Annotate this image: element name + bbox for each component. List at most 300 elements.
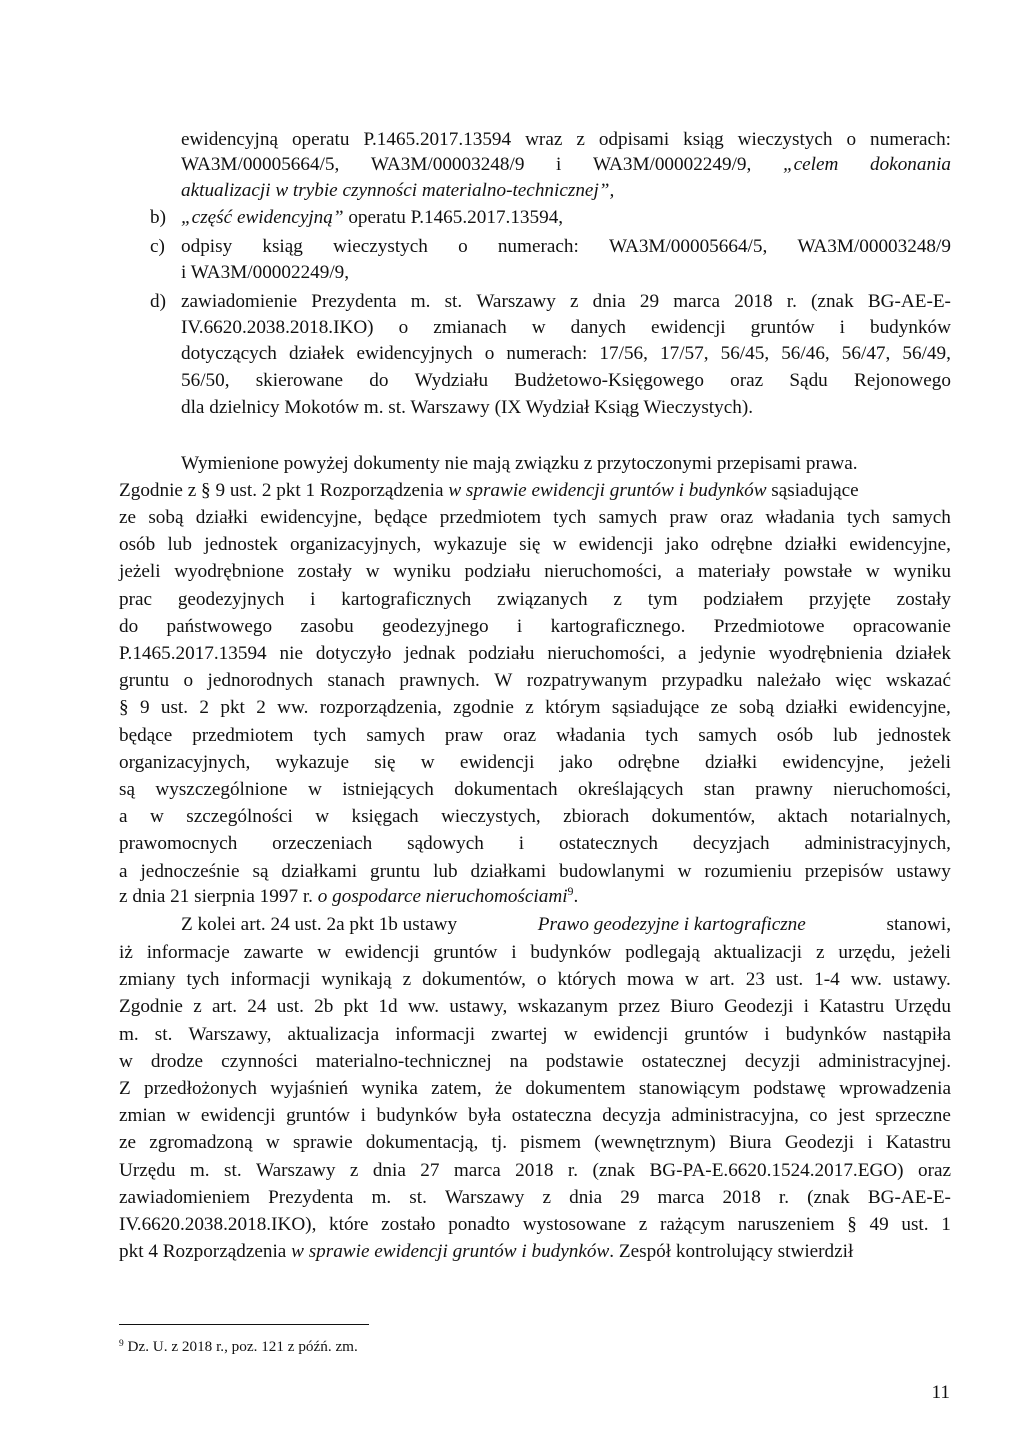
word: 29: [639, 291, 660, 312]
word: ust.: [276, 996, 304, 1018]
word: drodze: [150, 1050, 204, 1072]
word: gruntu: [119, 670, 170, 692]
word: Warszawy: [476, 291, 556, 312]
word: tych: [846, 507, 880, 528]
word: ostatecznych: [558, 833, 659, 855]
word: art.: [211, 996, 238, 1018]
word: się: [519, 534, 541, 556]
word: nieruchomości,: [833, 779, 951, 800]
word: Warszawy: [444, 1186, 525, 1208]
text-line: [0, 1130, 951, 1156]
word: istniejących: [342, 779, 434, 800]
word: Biura: [728, 1132, 772, 1154]
word: dnia: [372, 1159, 406, 1181]
word: prac: [119, 588, 153, 610]
text-line: [0, 505, 951, 531]
word: 1d: [378, 996, 398, 1018]
word: dokumentacją,: [365, 1132, 479, 1154]
word: informacji: [395, 1023, 476, 1045]
word: decyzja: [602, 1105, 661, 1127]
word: dnia: [592, 291, 626, 312]
word: zmiany: [119, 969, 176, 991]
word: z: [816, 942, 825, 963]
word: tych: [645, 724, 679, 746]
word: kartograficznych: [341, 588, 472, 610]
text-line: [0, 587, 951, 613]
word: dokumentów,: [422, 969, 526, 991]
word: i: [516, 615, 523, 637]
word: m.: [410, 291, 431, 312]
word: i: [867, 1132, 873, 1154]
word: Geodezji: [724, 996, 794, 1018]
word: stanowiącym: [638, 1078, 741, 1099]
word: dotyczyło: [315, 643, 392, 664]
text-line: [0, 614, 951, 640]
word: lub: [832, 724, 858, 746]
word: dnia: [569, 1186, 603, 1208]
word: budynków: [785, 1023, 867, 1045]
word: ust.: [901, 1214, 929, 1235]
text-segment: pkt 4 Rozporządzenia: [119, 1241, 292, 1262]
word: 56/46,: [781, 343, 830, 364]
word: st.: [409, 1186, 427, 1208]
word: (znak: [592, 1159, 636, 1181]
word: organizacyjnych,: [289, 534, 422, 556]
word: ostateczna: [511, 1105, 592, 1127]
word: notarialnych,: [850, 806, 951, 828]
word: a: [677, 643, 687, 664]
word: decyzjach: [692, 833, 770, 855]
italic-text: Prawo geodezyjne i kartograficzne: [537, 914, 806, 935]
word: jednostek: [877, 724, 951, 746]
word: r.: [778, 1186, 790, 1208]
word: prawny: [755, 779, 813, 800]
word: ustawy: [896, 860, 951, 882]
word: wieczystych,: [441, 806, 541, 828]
word: m.: [119, 1023, 139, 1045]
word: samych: [366, 724, 425, 746]
word: mowa: [627, 969, 674, 991]
word: tych: [186, 969, 220, 991]
word: ww.: [407, 996, 440, 1018]
word: numerach:: [870, 129, 951, 150]
word: nie: [279, 643, 303, 664]
italic-text: w sprawie ewidencji gruntów i budynków: [291, 1241, 610, 1262]
word: Budżetowo-Księgowego: [514, 370, 704, 391]
word: w: [119, 1050, 133, 1072]
word: administracyjna,: [671, 1105, 799, 1127]
word: ustawy,: [449, 996, 508, 1018]
word: wynika: [361, 1078, 418, 1099]
word: są: [252, 860, 269, 882]
word: Prezydenta: [311, 291, 397, 312]
word: 1-4: [814, 969, 840, 991]
footnote-separator: [119, 1324, 369, 1325]
word: sprzeczne: [875, 1105, 951, 1127]
word: w: [563, 1023, 578, 1045]
word: ostatecznej: [641, 1050, 727, 1072]
text-line: [0, 723, 951, 749]
word: które: [329, 1214, 369, 1235]
word: podstawę: [753, 1078, 826, 1099]
word: podziału: [464, 561, 531, 583]
word: jest: [838, 1105, 865, 1127]
word: a: [675, 561, 685, 583]
text-line: [119, 478, 951, 504]
word: pkt: [220, 697, 245, 719]
word: określających: [578, 779, 684, 800]
word: P.1465.2017.13594: [363, 129, 512, 150]
word: ewidencyjne,: [849, 697, 951, 719]
text-segment: WA3M/00005664/5,: [181, 154, 340, 175]
word: z: [402, 969, 412, 991]
word: numerach:: [506, 343, 588, 364]
word: ze: [119, 1132, 137, 1154]
word: Wydziału: [414, 370, 489, 391]
word: władania: [765, 507, 835, 528]
italic-text: aktualizacji w trybie czynności materialno-technicznej”,: [181, 180, 615, 201]
word: co: [809, 1105, 828, 1127]
text-segment: dokonania: [869, 154, 951, 175]
word: dotyczących: [181, 343, 277, 364]
footnote: [119, 1337, 358, 1357]
word: zostało: [381, 1214, 436, 1235]
word: orzeczeniach: [272, 833, 373, 855]
text-line: [119, 1239, 951, 1265]
word: 2018: [734, 291, 773, 312]
word: samych: [598, 507, 658, 528]
word: ewidencyjne,: [782, 751, 885, 773]
word: nastąpiła: [882, 1023, 951, 1045]
word: tj.: [491, 1132, 507, 1154]
word: 56/49,: [902, 343, 951, 364]
word: samych: [892, 507, 951, 528]
word: z: [349, 1159, 359, 1181]
word: w: [315, 806, 330, 828]
word: Sądu: [789, 370, 828, 391]
text-line: [0, 289, 951, 315]
word: zwartej: [491, 1023, 548, 1045]
word: wyodrębnienia: [768, 643, 883, 664]
word: wykazuje: [275, 751, 349, 773]
word: są: [119, 779, 135, 800]
word: r.: [786, 291, 797, 312]
word: st.: [154, 1023, 173, 1045]
word: (znak: [807, 1186, 850, 1208]
word: działki: [195, 507, 248, 528]
word: danych: [570, 317, 627, 338]
text-line: [0, 695, 951, 721]
word: o: [183, 670, 194, 692]
word: odpisami: [598, 129, 670, 150]
page-number: 11: [931, 1382, 950, 1403]
word: w: [552, 534, 567, 556]
word: Katastru: [819, 996, 885, 1018]
word: którym: [545, 697, 601, 719]
text-segment: operatu P.1465.2017.13594,: [343, 207, 564, 228]
word: 56/47,: [841, 343, 891, 364]
word: była: [468, 1105, 502, 1127]
word: zgodnie: [453, 697, 514, 719]
word: gruntów: [750, 317, 815, 338]
word: materiały: [697, 561, 771, 583]
text-line: [0, 1022, 951, 1048]
word: 29: [620, 1186, 640, 1208]
text-line: [0, 994, 951, 1020]
word: odrębne: [710, 534, 773, 556]
word: Rejonowego: [853, 370, 951, 391]
word: w: [149, 806, 164, 828]
word: w: [176, 1105, 191, 1127]
word: ksiąg: [262, 236, 303, 257]
word: 23: [745, 969, 765, 991]
word: wynikają: [321, 969, 392, 991]
word: materialno-technicznej: [315, 1050, 492, 1072]
word: IV.6620.2038.2018.IKO): [181, 317, 374, 338]
word: ze: [710, 697, 728, 719]
word: zostały: [896, 588, 951, 610]
word: i: [511, 942, 517, 963]
text-line: [0, 1049, 951, 1075]
word: w: [865, 561, 880, 583]
word: budynków: [530, 942, 612, 963]
word: czynności: [221, 1050, 298, 1072]
word: tych: [553, 507, 587, 528]
word: m.: [371, 1186, 392, 1208]
word: zawiadomieniem: [119, 1186, 251, 1208]
word: o: [536, 969, 547, 991]
word: rozporządzenia,: [319, 697, 442, 719]
word: będące: [374, 507, 428, 528]
word: z: [576, 129, 585, 150]
word: odpisy: [181, 236, 233, 257]
text-line: [0, 1212, 951, 1238]
word: BG-AE-E-: [867, 1186, 951, 1208]
word: i: [310, 588, 316, 610]
word: z: [638, 1214, 648, 1235]
word: szczególności: [186, 806, 293, 828]
word: podziałem: [703, 588, 784, 610]
word: wraz: [525, 129, 563, 150]
word: ksiąg: [683, 129, 724, 150]
word: sprawie: [292, 1132, 353, 1154]
word: jednak: [404, 643, 456, 664]
word: Prezydenta: [268, 1186, 354, 1208]
word: działek: [895, 643, 951, 664]
text-segment: WA3M/00002249/9,: [593, 154, 752, 175]
text-line: [0, 152, 951, 178]
word: ewidencji: [200, 1105, 276, 1127]
word: zmianach: [433, 317, 507, 338]
word: działki: [785, 697, 838, 719]
word: rozumieniu: [704, 860, 792, 882]
word: nieruchomości,: [547, 643, 666, 664]
word: ust.: [160, 697, 189, 719]
word: i: [839, 317, 845, 338]
word: wyszczególnione: [155, 779, 288, 800]
word: Urzędu: [894, 996, 951, 1018]
text-line: [181, 178, 614, 204]
word: i: [764, 1023, 770, 1045]
word: w: [420, 751, 435, 773]
word: 2: [199, 697, 210, 719]
word: budynków: [869, 317, 951, 338]
word: ewidencyjne,: [260, 507, 362, 528]
word: 17/56,: [599, 343, 648, 364]
text-line: [0, 750, 951, 776]
word: państwowego: [166, 615, 273, 637]
text-line: [0, 532, 951, 558]
word: rozpatrywanym: [526, 670, 648, 692]
word: marca: [453, 1159, 501, 1181]
word: w: [265, 1132, 280, 1154]
word: WA3M/00005664/5,: [608, 236, 768, 257]
word: o: [484, 343, 495, 364]
text-line: [0, 1185, 951, 1211]
italic-text: w sprawie ewidencji gruntów i budynków: [448, 480, 767, 501]
word: zgromadzoną: [149, 1132, 253, 1154]
word: iż: [119, 942, 133, 963]
word: operatu: [291, 129, 350, 150]
word: Biuro: [670, 996, 714, 1018]
word: jako: [559, 751, 593, 773]
word: z: [613, 588, 622, 610]
word: a: [119, 806, 128, 828]
text-line: [0, 127, 951, 153]
text-line: [0, 1076, 951, 1102]
word: 2018: [515, 1159, 554, 1181]
word: z: [569, 291, 579, 312]
word: zatem,: [431, 1078, 482, 1099]
word: pkt: [343, 996, 369, 1018]
word: w: [684, 969, 699, 991]
word: numerach:: [497, 236, 579, 257]
word: praw: [669, 507, 708, 528]
footnote-ref: 9: [567, 884, 574, 899]
word: (wewnętrznym): [594, 1132, 716, 1154]
word: Przedmiotowe: [713, 615, 825, 637]
word: będące: [119, 724, 173, 746]
word: tych: [313, 724, 347, 746]
word: do: [369, 370, 389, 391]
word: §: [119, 697, 129, 719]
word: jeżeli: [909, 751, 951, 773]
word: związanych: [497, 588, 588, 610]
word: ewidencyjną: [181, 129, 278, 150]
word: ww.: [850, 969, 882, 991]
text-line: [0, 777, 951, 803]
word: o: [846, 129, 857, 150]
word: władania: [556, 724, 626, 746]
word: wyniku: [393, 561, 451, 583]
word: naruszeniem: [737, 1214, 835, 1235]
footnote-text: Dz. U. z 2018 r., poz. 121 z późń. zm.: [123, 1338, 358, 1355]
word: sobą: [738, 697, 775, 719]
word: wieczystych: [333, 236, 428, 257]
word: zawarte: [243, 942, 304, 963]
text-segment: . Zespół kontrolujący stwierdził: [609, 1241, 854, 1262]
word: geodezyjnych: [177, 588, 285, 610]
word: Z: [119, 1078, 131, 1099]
word: w: [365, 561, 380, 583]
word: ze: [119, 507, 137, 528]
text-segment: stanowi,: [881, 914, 951, 935]
word: osób: [776, 724, 814, 746]
text-line: [0, 234, 951, 260]
word: oraz: [503, 724, 537, 746]
word: działki: [784, 534, 837, 556]
text-segment: z dnia 21 sierpnia 1997 r.: [119, 886, 318, 907]
word: wykazuje: [433, 534, 507, 556]
word: przepisów: [804, 860, 884, 882]
word: ww.: [277, 697, 309, 719]
word: st.: [224, 1159, 242, 1181]
word: należało: [757, 670, 821, 692]
italic-text: „część ewidencyjną”: [181, 207, 344, 228]
word: kartograficznego.: [550, 615, 686, 637]
word: (znak: [811, 291, 854, 312]
word: w: [307, 779, 322, 800]
word: Warszawy,: [188, 1023, 272, 1045]
word: m.: [189, 1159, 210, 1181]
word: się: [374, 751, 396, 773]
word: że: [495, 1078, 513, 1099]
text-line: [0, 641, 951, 667]
word: powstałe: [783, 561, 853, 583]
word: jeżeli: [119, 561, 161, 583]
word: ewidencyjnych: [356, 343, 473, 364]
word: o: [398, 317, 409, 338]
word: Warszawy: [256, 1159, 336, 1181]
word: prawomocnych: [119, 833, 238, 855]
text-line: [0, 668, 951, 694]
text-segment: .: [573, 886, 579, 907]
word: 27: [420, 1159, 440, 1181]
word: stan: [703, 779, 735, 800]
word: ewidencyjne,: [849, 534, 951, 556]
word: o: [458, 236, 468, 257]
text-segment: i: [556, 154, 562, 175]
footnote-marker: 9: [119, 1338, 124, 1349]
word: zasobu: [300, 615, 354, 637]
text-segment: WA3M/00003248/9: [370, 154, 525, 175]
word: sądowych: [407, 833, 484, 855]
text-line: [0, 368, 951, 394]
text-line: [0, 341, 951, 367]
word: oraz: [720, 507, 754, 528]
word: ewidencji: [651, 317, 726, 338]
word: r.: [567, 1159, 579, 1181]
word: 49: [869, 1214, 889, 1235]
word: wprowadzenia: [839, 1078, 951, 1099]
word: lub: [433, 860, 458, 882]
word: decyzji: [744, 1050, 801, 1072]
word: z: [542, 1186, 552, 1208]
word: oraz: [730, 370, 764, 391]
word: wyodrębnione: [174, 561, 284, 583]
word: marca: [657, 1186, 705, 1208]
word: i: [518, 833, 525, 855]
word: 2: [256, 697, 266, 719]
word: art.: [709, 969, 735, 991]
word: sobą: [148, 507, 184, 528]
word: Geodezji: [784, 1132, 855, 1154]
word: W: [494, 670, 513, 692]
word: z: [193, 996, 202, 1018]
word: więc: [835, 670, 872, 692]
word: ewidencji: [459, 751, 535, 773]
list-marker: c): [150, 236, 165, 257]
